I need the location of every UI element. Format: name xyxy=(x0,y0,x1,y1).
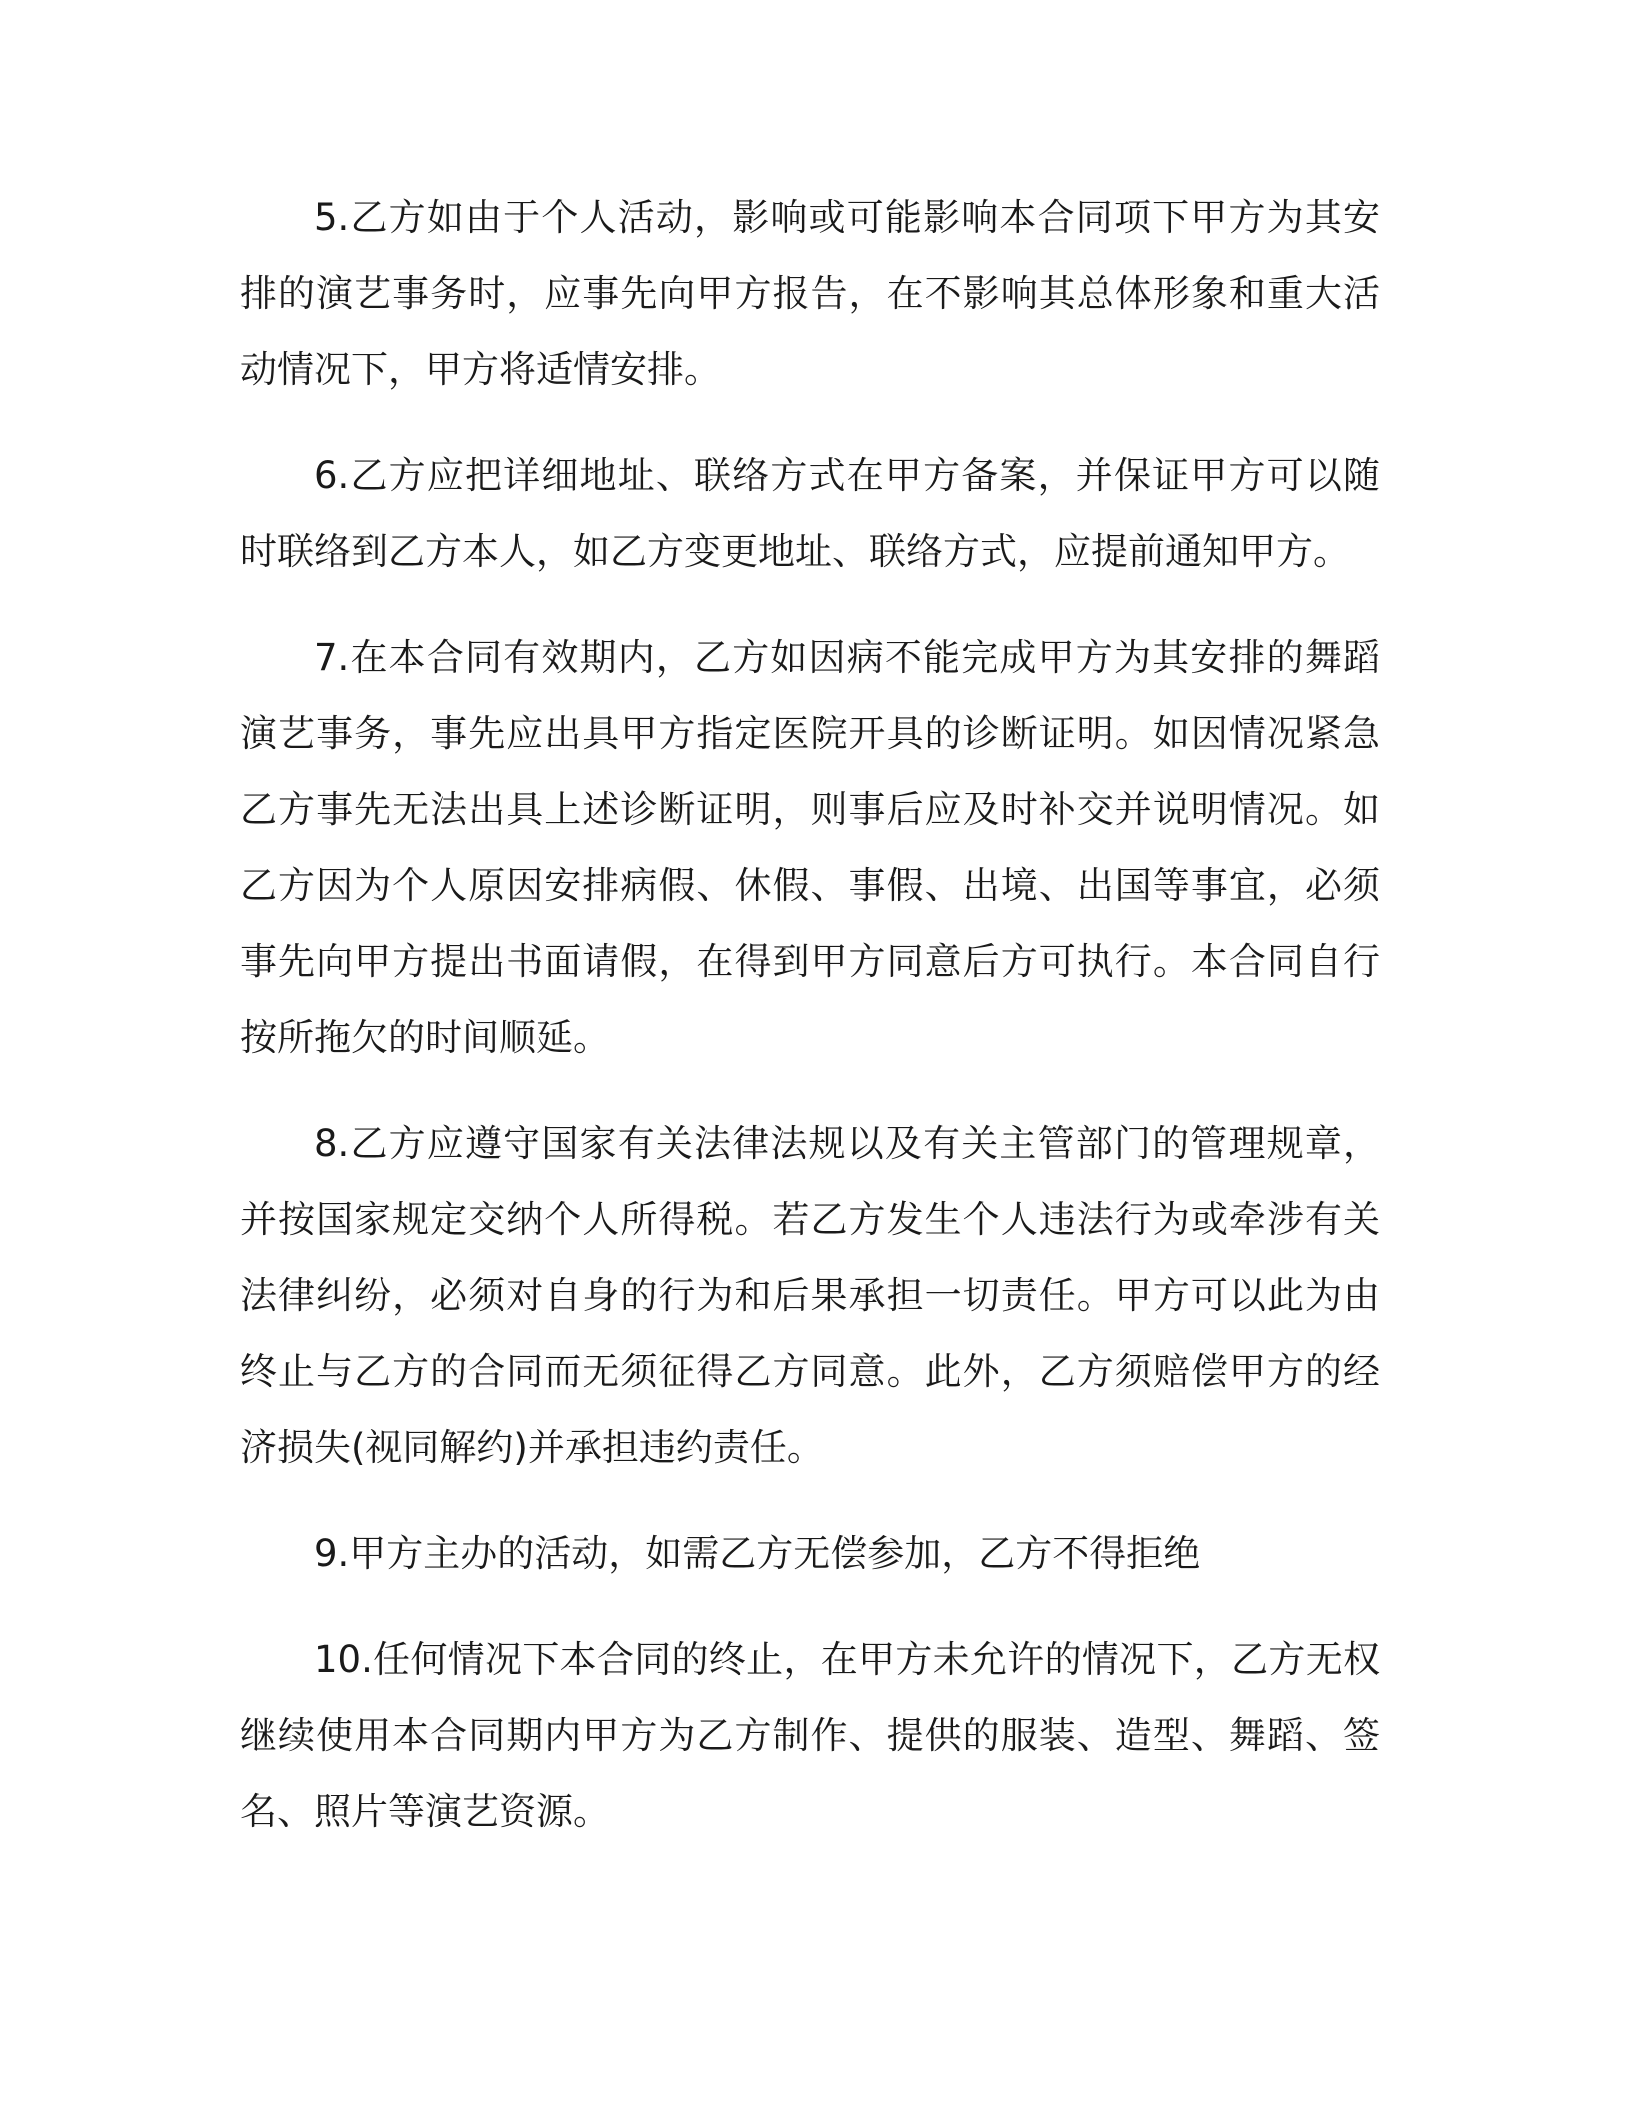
clause-8: 8.乙方应遵守国家有关法律法规以及有关主管部门的管理规章，并按国家规定交纳个人所得税。若乙方发生个人违法行为或牵涉有关法律纠纷，必须对自身的行为和后果承担一切责任。甲方可以此为由终止与乙方的合同而无须征得乙方同意。此外，乙方须赔偿甲方的经济损失(视同解约)并承担违约责任。 xyxy=(240,1122,1380,1469)
clause-7: 7.在本合同有效期内，乙方如因病不能完成甲方为其安排的舞蹈演艺事务，事先应出具甲方指定医院开具的诊断证明。如因情况紧急乙方事先无法出具上述诊断证明，则事后应及时补交并说明情况。如乙方因为个人原因安排病假、休假、事假、出境、出国等事宜，必须事先向甲方提出书面请假，在得到甲方同意后方可执行。本合同自行按所拖欠的时间顺延。 xyxy=(240,636,1380,1059)
document-body xyxy=(240,180,1380,1880)
clause-9: 9.甲方主办的活动，如需乙方无偿参加，乙方不得拒绝 xyxy=(314,1532,1201,1575)
clause-10: 10.任何情况下本合同的终止，在甲方未允许的情况下，乙方无权继续使用本合同期内甲方为乙方制作、提供的服装、造型、舞蹈、签名、照片等演艺资源。 xyxy=(240,1638,1380,1833)
clause-6: 6.乙方应把详细地址、联络方式在甲方备案，并保证甲方可以随时联络到乙方本人，如乙方变更地址、联络方式，应提前通知甲方。 xyxy=(240,454,1380,573)
clause-5: 5.乙方如由于个人活动，影响或可能影响本合同项下甲方为其安排的演艺事务时，应事先向甲方报告，在不影响其总体形象和重大活动情况下，甲方将适情安排。 xyxy=(240,196,1380,391)
